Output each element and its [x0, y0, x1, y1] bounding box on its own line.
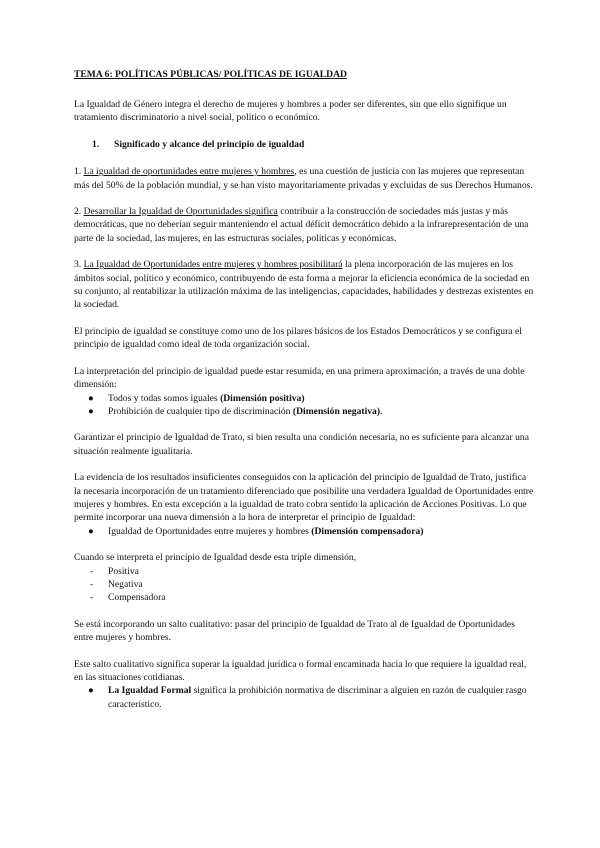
- dash-icon: -: [90, 592, 94, 604]
- paragraph-2-text: contribuir a la construcción de sociedades más justas y más democráticas, que no deberían seguir manteniendo el actual déficit democrático debido a la infrarepresentación de una parte de la sociedad, las mujeres, en las estructuras sociales, políticas y económicas.: [74, 206, 529, 244]
- paragraph-3-underlined: La Igualdad de Oportunidades entre mujeres y hombres posibilitará: [83, 259, 343, 271]
- list-item-tail: .: [380, 405, 383, 417]
- list-item-text: Todos y todas somos iguales: [108, 392, 221, 404]
- paragraph-1: [74, 165, 534, 192]
- paragraph-2-underlined: Desarrollar la Igualdad de Oportunidades significa: [83, 206, 278, 218]
- dash-icon: -: [90, 565, 94, 577]
- bullet-icon: ●: [88, 405, 94, 417]
- list-item-text: Compensadora: [108, 592, 166, 604]
- compensatory-list: [74, 525, 534, 538]
- paragraph-6: Garantizar el principio de Igualdad de Trato, si bien resulta una condición necesaria, no es suficiente para alcanzar una situación realmente igualitaria.: [74, 432, 529, 457]
- triple-dimension-list: [74, 565, 534, 605]
- list-item: [74, 525, 534, 538]
- list-item-text: Positiva: [108, 565, 139, 577]
- dash-icon: -: [90, 578, 94, 590]
- paragraph-8: Cuando se interpreta el principio de Igualdad desde esta triple dimensión,: [74, 552, 357, 564]
- list-item-bold: (Dimensión negativa): [292, 405, 381, 417]
- paragraph-10: Este salto cualitativo significa superar la igualdad jurídica o formal encaminada hacia lo que requiere la igualdad real, en las situaciones cotidianas.: [74, 658, 527, 683]
- intro-paragraph: La Igualdad de Género integra el derecho de mujeres y hombres a poder ser diferentes, sin que ello signifique un tratamiento discriminatorio a nivel social, político o económico.: [74, 99, 507, 124]
- list-item-text: Negativa: [108, 578, 143, 590]
- list-item-text: Prohibición de cualquier tipo de discriminación: [108, 405, 293, 417]
- bullet-icon: ●: [88, 392, 94, 404]
- list-item-bold: (Dimensión positiva): [220, 392, 305, 404]
- document-body: [74, 68, 534, 711]
- bullet-icon: ●: [88, 685, 94, 697]
- list-item: [74, 405, 534, 418]
- paragraph-1-number: 1.: [74, 166, 84, 178]
- formal-equality-list: [74, 684, 534, 711]
- bullet-icon: ●: [88, 525, 94, 537]
- paragraph-3: [74, 258, 534, 312]
- list-item: [74, 578, 534, 591]
- dimension-list: [74, 392, 534, 419]
- paragraph-1-underlined: La igualdad de oportunidades entre mujeres y hombres: [83, 166, 295, 178]
- paragraph-4: El principio de igualdad se constituye como uno de los pilares básicos de los Estados Democráticos y se configura el principio de igualdad como ideal de toda organización social.: [74, 325, 522, 351]
- list-item-text: Igualdad de Oportunidades entre mujeres y hombres: [108, 525, 312, 537]
- list-item-text: significa la prohibición normativa de discriminar a alguien en razón de cualquier rasgo característico.: [108, 685, 527, 710]
- paragraph-9: Se está incorporando un salto cualitativo: pasar del principio de Igualdad de Trato al de Igualdad de Oportunidades entre mujeres y hombres.: [74, 618, 515, 644]
- paragraph-3-text: la plena incorporación de las mujeres en los ámbitos social, político y económico, contribuyendo de esta forma a mejorar la eficiencia económica de la sociedad en su conjunto, al rentabilizar la utilización máxima de las inteligencias, capacidades, habilidades y destrezas existentes en la sociedad.: [74, 259, 534, 311]
- section-title: Significado y alcance del principio de igualdad: [114, 138, 305, 150]
- document-title: TEMA 6: POLÍTICAS PÚBLICAS/ POLÍTICAS DE IGUALDAD: [74, 69, 347, 80]
- paragraph-7: La evidencia de los resultados insuficientes conseguidos con la aplicación del principio de Igualdad de Trato, justifica la necesaria incorporación de un tratamiento diferenciado que posibilite una verdadera Igualdad de Oportunidades entre mujeres y hombres. En esta excepción a la igualdad de trato cobra sentido la aplicación de Acciones Positivas. Lo que permite incorporar una nueva dimensión a la hora de interpretar el principio de Igualdad:: [74, 472, 534, 524]
- section-heading: [92, 138, 534, 151]
- section-number: 1.: [92, 138, 100, 150]
- paragraph-3-number: 3.: [74, 259, 84, 271]
- paragraph-2-number: 2.: [74, 206, 84, 218]
- paragraph-1-text: , es una cuestión de justicia con las mujeres que representan más del 50% de la población mundial, y se han visto mayoritariamente privadas y excluidas de sus Derechos Humanos.: [74, 166, 533, 191]
- paragraph-5: La interpretación del principio de igualdad puede estar resumida, en una primera aproximación, a través de una doble dimensión:: [74, 365, 525, 391]
- list-item: [74, 565, 534, 578]
- list-item: [74, 591, 534, 604]
- paragraph-2: [74, 205, 534, 245]
- list-item-bold: (Dimensión compensadora): [311, 525, 424, 537]
- list-item: [74, 684, 534, 711]
- list-item-bold: La Igualdad Formal: [108, 685, 192, 697]
- list-item: [74, 392, 534, 405]
